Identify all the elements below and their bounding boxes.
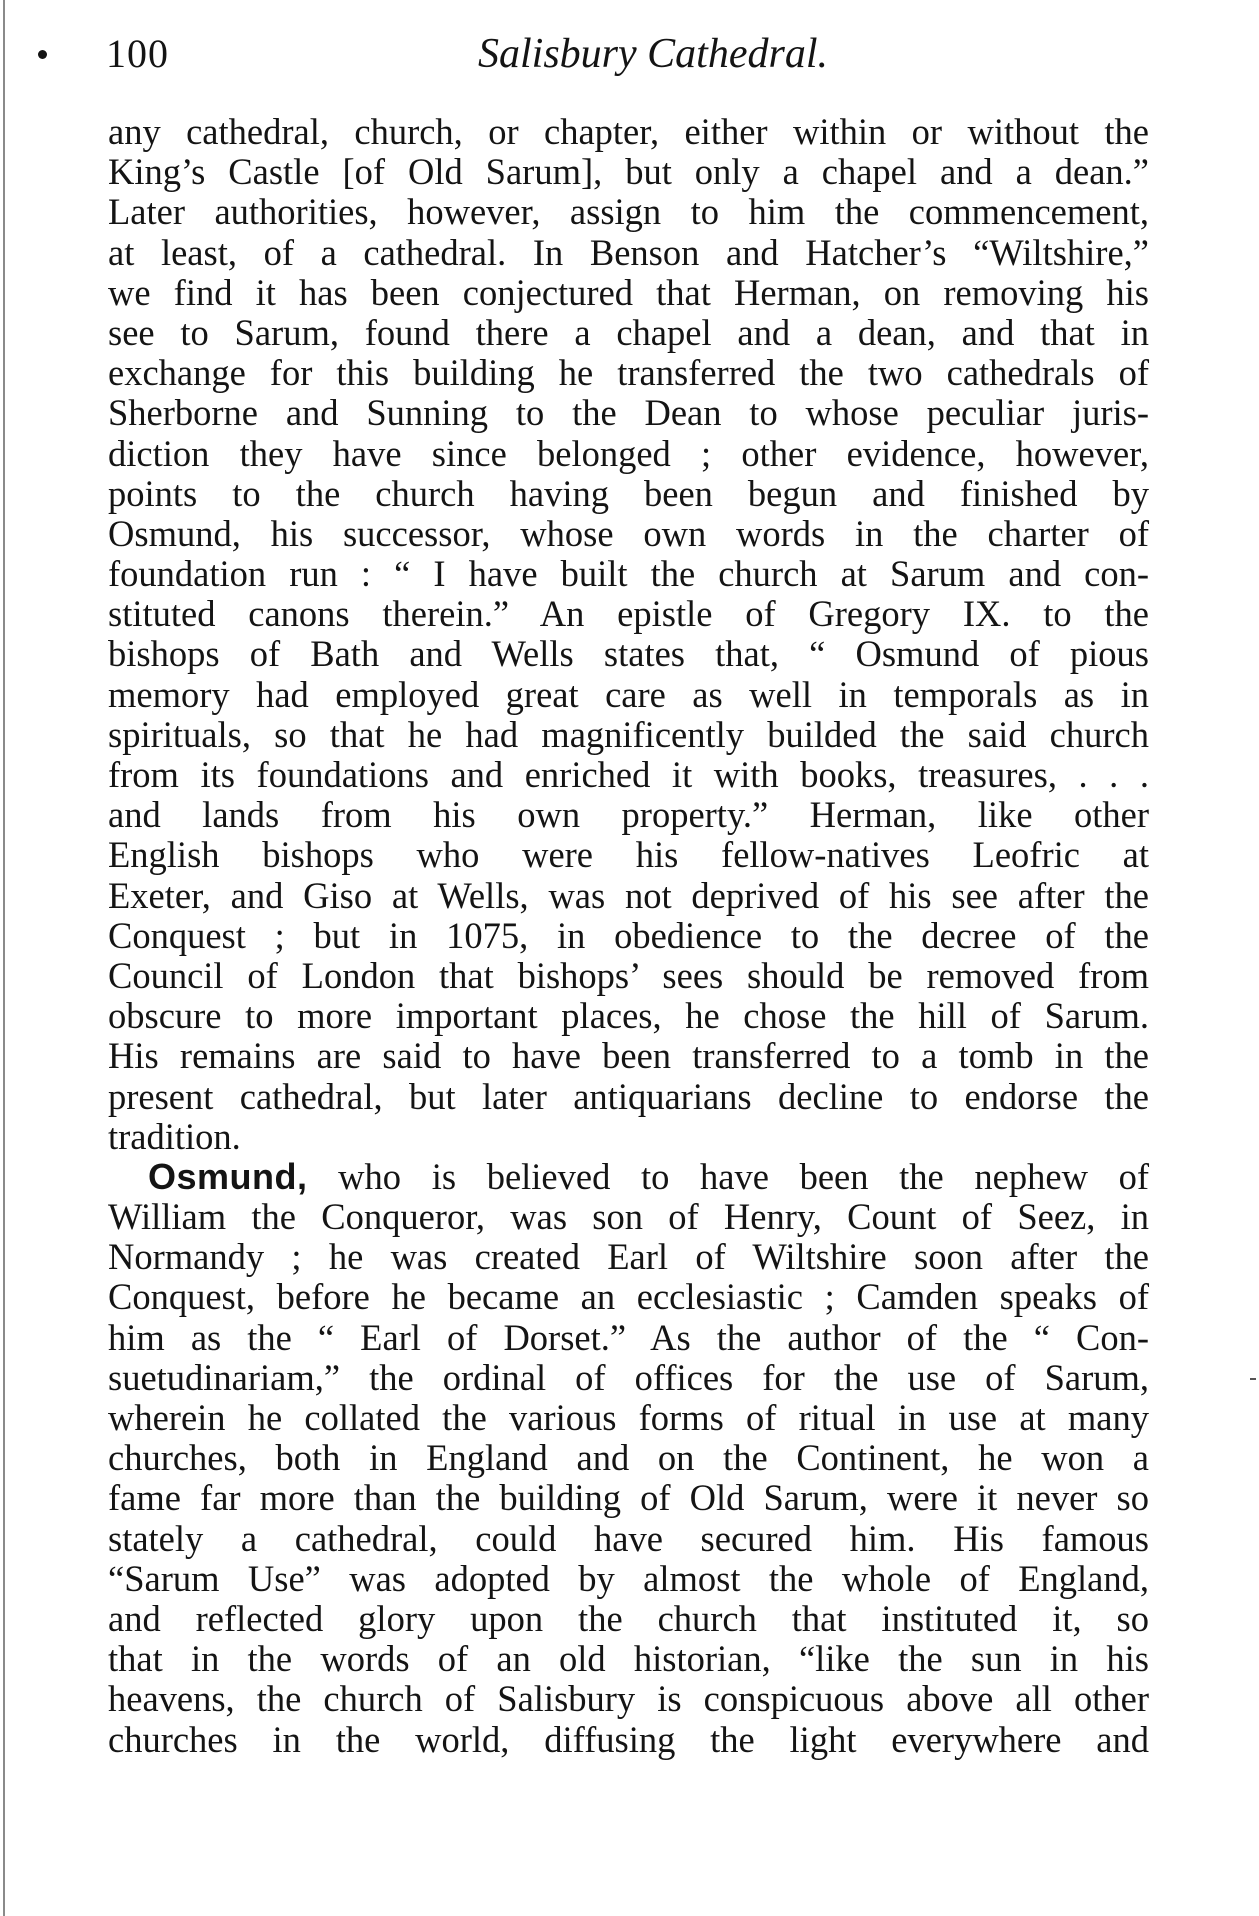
text-line: exchange for this building he transferred the two cathedrals of: [108, 352, 1149, 394]
paragraph-2: [108, 1157, 1149, 1760]
text-line: Sherborne and Sunning to the Dean to whose peculiar juris-: [108, 392, 1149, 434]
text-line: see to Sarum, found there a chapel and a dean, and that in: [108, 311, 1149, 353]
text-line: Council of London that bishops’ sees should be removed from: [108, 954, 1149, 996]
text-line: that in the words of an old historian, “like the sun in his: [108, 1638, 1149, 1680]
text-line: diction they have since belonged ; other evidence, however,: [108, 432, 1149, 474]
text-line: stituted canons therein.” An epistle of Gregory IX. to the: [108, 593, 1149, 635]
text-line: wherein he collated the various forms of ritual in use at many: [108, 1397, 1149, 1438]
text-line: him as the “ Earl of Dorset.” As the author of the “ Con-: [108, 1316, 1149, 1358]
text-line: fame far more than the building of Old Sarum, were it never so: [108, 1477, 1149, 1519]
text-line-rest: who is believed to have been the nephew of: [307, 1155, 1149, 1197]
text-line: memory had employed great care as well in temporals as in: [108, 673, 1149, 715]
text-line: present cathedral, but later antiquarians decline to endorse the: [108, 1075, 1149, 1117]
text-line: foundation run : “ I have built the church at Sarum and con-: [108, 553, 1149, 595]
text-line: churches in the world, diffusing the light everywhere and: [108, 1718, 1149, 1760]
text-line: English bishops who were his fellow-natives Leofric at: [108, 834, 1149, 876]
text-line: any cathedral, church, or chapter, either within or without the: [108, 111, 1149, 152]
text-line: churches, both in England and on the Continent, he won a: [108, 1437, 1149, 1479]
text-line: and reflected glory upon the church that instituted it, so: [108, 1597, 1149, 1639]
text-line: tradition.: [108, 1115, 241, 1157]
page-number: 100: [106, 31, 169, 76]
text-line: stately a cathedral, could have secured him. His famous: [108, 1517, 1149, 1559]
text-line: bishops of Bath and Wells states that, “ Osmund of pious: [108, 633, 1149, 675]
edge-mark: [1250, 1378, 1256, 1380]
text-line: King’s Castle [of Old Sarum], but only a chapel and a dean.”: [108, 151, 1149, 193]
text-line: spirituals, so that he had magnificently builded the said church: [108, 713, 1149, 755]
text-line: we find it has been conjectured that Herman, on removing his: [108, 271, 1149, 313]
text-line: William the Conqueror, was son of Henry, Count of Seez, in: [108, 1196, 1149, 1238]
text-line: Osmund, his successor, whose own words in the charter of: [108, 512, 1149, 554]
text-line: and lands from his own property.” Herman, like other: [108, 794, 1149, 836]
text-line: suetudinariam,” the ordinal of offices for the use of Sarum,: [108, 1356, 1149, 1398]
body-text: [108, 112, 1149, 1760]
text-line: points to the church having been begun and finished by: [108, 472, 1149, 514]
text-line: His remains are said to have been transferred to a tomb in the: [108, 1035, 1149, 1077]
text-line: Conquest ; but in 1075, in obedience to the decree of the: [108, 914, 1149, 956]
text-line: from its foundations and enriched it with books, treasures, . . .: [108, 754, 1149, 795]
paragraph-1: [108, 112, 1149, 1157]
text-line: obscure to more important places, he chose the hill of Sarum.: [108, 995, 1149, 1037]
lead-name: Osmund,: [148, 1155, 308, 1197]
text-line: Exeter, and Giso at Wells, was not deprived of his see after the: [108, 874, 1149, 916]
text-line: Later authorities, however, assign to him the commencement,: [108, 191, 1149, 233]
text-line: heavens, the church of Salisbury is conspicuous above all other: [108, 1678, 1149, 1720]
running-title: Salisbury Cathedral.: [477, 31, 828, 77]
scan-edge-line: [3, 0, 5, 1916]
text-line: Normandy ; he was created Earl of Wiltshire soon after the: [108, 1236, 1149, 1278]
text-line: “Sarum Use” was adopted by almost the whole of England,: [108, 1557, 1149, 1599]
page-header: [38, 28, 1148, 80]
text-line: at least, of a cathedral. In Benson and Hatcher’s “Wiltshire,”: [108, 231, 1149, 273]
text-line: Conquest, before he became an ecclesiastic ; Camden speaks of: [108, 1276, 1149, 1318]
text-line: [108, 1157, 1149, 1197]
